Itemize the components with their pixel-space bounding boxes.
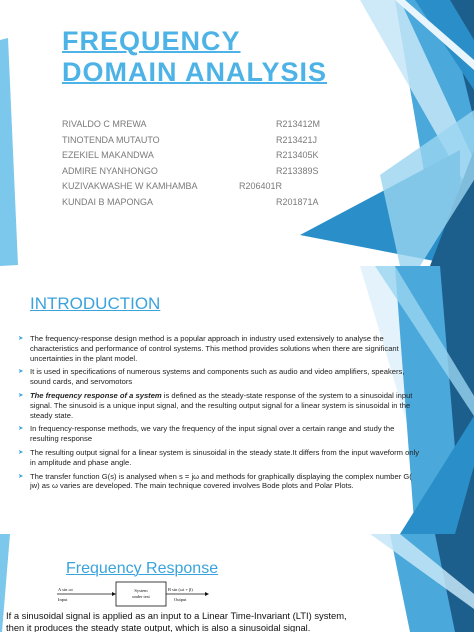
author-row	[62, 166, 362, 182]
bullet-item	[18, 448, 420, 468]
author-list	[62, 119, 362, 212]
bullet-text: The frequency-response design method is a popular approach in industry used extensively to analyse the characteristics and performance of control systems. This method provides solutions when there are significant uncertainties in the plant model.	[30, 334, 399, 363]
bullet-text: is defined as the steady-state response of the system to a sinusoidal input signal. The sinusoid is a unique input signal, and the resulting output signal for a linear system is sinusoidal in the steady state.	[30, 390, 413, 420]
body-line-1: If a sinusoidal signal is applied as an input to a Linear Time-Invariant (LTI) system,	[6, 610, 347, 621]
bullet-text: The transfer function G(s) is analysed when s = jω and methods for graphically displaying the complex number G( jw) as ω varies are developed. The main technique covered involves Bode plots and Polar Plots.	[30, 471, 412, 491]
author-id: R213405K	[276, 150, 319, 160]
author-row	[62, 119, 362, 135]
bullet-text: It is used in specifications of numerous systems and components such as audio and video amplifiers, speakers, sound cards, and servomotors	[30, 367, 405, 387]
bullet-text: The resulting output signal for a linear system is sinusoidal in the steady state.It differs from the input waveform only in amplitude and phase angle.	[30, 447, 420, 467]
body-text	[6, 610, 466, 632]
system-block-label-line1: System	[134, 588, 148, 593]
bullet-item	[18, 334, 420, 363]
title-slide	[0, 0, 474, 266]
author-row	[62, 150, 362, 166]
slide-title-line2: DOMAIN ANALYSIS	[62, 57, 328, 87]
block-diagram	[55, 580, 210, 608]
system-block-label-line2: under test	[132, 594, 150, 599]
author-id: R213412M	[276, 119, 321, 129]
slide-title-line1: FREQUENCY	[62, 26, 241, 56]
author-row	[62, 181, 362, 197]
bullet-item	[18, 424, 420, 444]
author-name: ADMIRE NYANHONGO	[62, 165, 158, 176]
input-caption: Input	[58, 597, 68, 602]
output-caption: Output	[174, 597, 187, 602]
author-row	[62, 135, 362, 151]
frequency-response-slide	[0, 534, 474, 632]
bullet-arrow-icon: ➤	[18, 391, 24, 399]
author-id: R201871A	[276, 196, 319, 207]
bullet-item	[18, 391, 420, 420]
bullet-item	[18, 367, 420, 387]
author-name: EZEKIEL MAKANDWA	[62, 150, 154, 160]
section-title: Frequency Response	[66, 560, 219, 577]
author-id: R213389S	[276, 165, 319, 176]
bullet-arrow-icon: ➤	[18, 425, 24, 433]
bullet-arrow-icon: ➤	[18, 472, 24, 480]
author-row	[62, 197, 362, 213]
author-id: R206401R	[239, 181, 283, 191]
input-arrow-icon	[112, 592, 116, 596]
author-name: RIVALDO C MREWA	[62, 119, 147, 129]
bullet-arrow-icon: ➤	[18, 368, 24, 376]
output-arrow-icon	[205, 592, 209, 596]
section-title: INTRODUCTION	[30, 294, 161, 313]
introduction-slide	[0, 266, 474, 534]
output-signal-label: B sin (ωt + β)	[168, 587, 193, 592]
slide-title	[62, 26, 327, 88]
bullet-list	[18, 334, 420, 495]
bullet-text: In frequency-response methods, we vary the frequency of the input signal over a certain range and study the resulting response	[30, 424, 395, 444]
input-signal-label: A sin ωt	[58, 587, 73, 592]
bullet-item	[18, 472, 420, 492]
author-name: KUZIVAKWASHE W KAMHAMBA	[62, 181, 198, 191]
bullet-lead: The frequency response of a system	[30, 390, 162, 400]
bullet-arrow-icon: ➤	[18, 448, 24, 456]
author-name: KUNDAI B MAPONGA	[62, 196, 154, 207]
bullet-arrow-icon: ➤	[18, 335, 24, 342]
author-name: TINOTENDA MUTAUTO	[62, 134, 160, 145]
body-line-2: then it produces the steady state output, which is also a sinusoidal signal.	[6, 622, 311, 632]
author-id: R213421J	[276, 134, 318, 145]
